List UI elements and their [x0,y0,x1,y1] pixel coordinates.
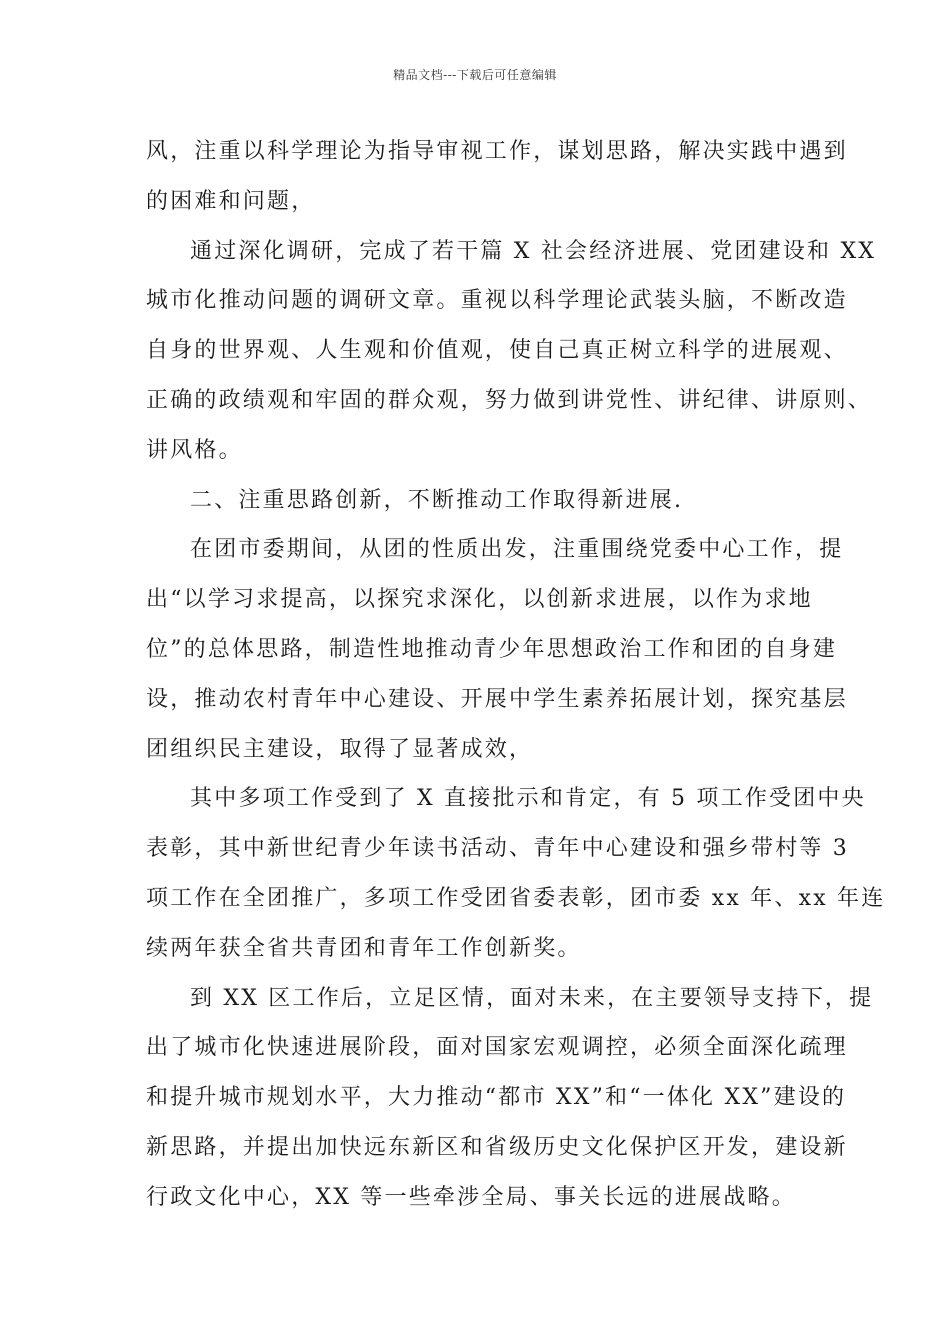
text-line: 和提升城市规划水平，大力推动“都市 XX”和“一体化 XX”建设的 [146,1085,847,1111]
text-line: 设，推动农村青年中心建设、开展中学生素养拓展计划，探究基层 [146,686,848,712]
text-line: 团组织民主建设，取得了显著成效， [146,736,534,762]
text-line: 表彰，其中新世纪青少年读书活动、青年中心建设和强乡带村等 3 [146,836,849,862]
text-line: 位”的总体思路，制造性地推动青少年思想政治工作和团的自身建 [146,636,838,662]
text-line: 到 XX 区工作后，立足区情，面对未来，在主要领导支持下，提 [190,985,874,1011]
text-line: 正确的政绩观和牢固的群众观，努力做到讲党性、讲纪律、讲原则、 [146,387,873,413]
text-line: 续两年获全省共青团和青年工作创新奖。 [146,935,582,961]
text-line: 出了城市化快速进展阶段，面对国家宏观调控，必须全面深化疏理 [146,1035,848,1061]
text-line: 风，注重以科学理论为指导审视工作，谋划思路，解决实践中遇到 [146,139,848,164]
text-line: 通过深化调研，完成了若干篇 X 社会经济进展、党团建设和 XX [190,238,877,264]
text-line: 的困难和问题， [146,188,316,214]
text-line: 在团市委期间，从团的性质出发，注重围绕党委中心工作，提 [190,537,844,563]
page-header: 精品文档---下载后可任意编辑 [393,68,557,82]
text-line: 二、注重思路创新，不断推动工作取得新进展. [190,487,684,513]
text-line: 项工作在全团推广，多项工作受团省委表彰，团市委 xx 年、xx 年连 [146,885,886,911]
text-line: 行政文化中心，XX 等一些牵涉全局、事关长远的进展战略。 [146,1184,796,1210]
text-line: 新思路，并提出加快远东新区和省级历史文化保护区开发，建设新 [146,1134,848,1160]
text-line: 出“以学习求提高，以探究求深化，以创新求进展，以作为求地 [146,587,813,613]
text-line: 其中多项工作受到了 X 直接批示和肯定，有 5 项工作受团中央 [190,786,866,812]
text-line: 城市化推动问题的调研文章。重视以科学理论武装头脑，不断改造 [146,288,848,314]
text-line: 讲风格。 [146,437,243,463]
text-line: 自身的世界观、人生观和价值观，使自己真正树立科学的进展观、 [146,338,848,364]
document-body [146,132,886,1228]
